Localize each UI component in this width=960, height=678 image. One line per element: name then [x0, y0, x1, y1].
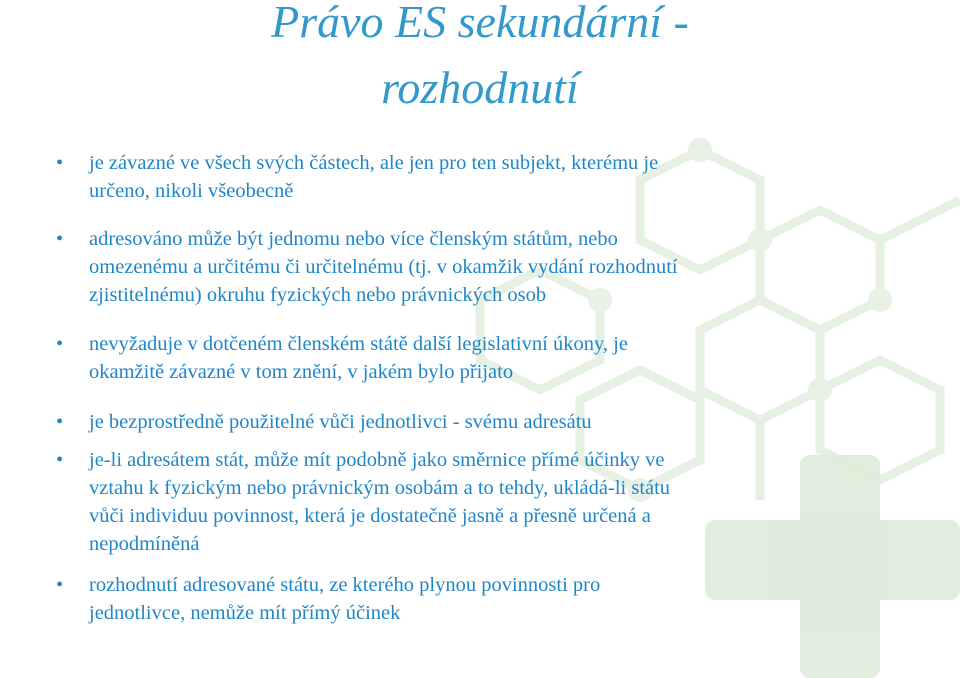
list-item — [56, 330, 926, 386]
list-item-line: zjistitelnému) okruhu fyzických nebo právnických osob — [89, 284, 547, 306]
list-item — [56, 225, 926, 309]
list-item-line: je bezprostředně použitelné vůči jednotlivci - svému adresátu — [89, 411, 592, 433]
bullet-icon: • — [56, 449, 64, 471]
list-item-line: vůči individuu povinnost, která je dostatečně jasně a přesně určená a — [89, 505, 651, 527]
list-item-line: jednotlivce, nemůže mít přímý účinek — [89, 602, 401, 624]
list-item — [56, 446, 926, 558]
bullet-icon: • — [56, 411, 64, 433]
bullet-icon: • — [56, 228, 64, 250]
list-item-line: okamžitě závazné v tom znění, v jakém bylo přijato — [89, 361, 514, 383]
bullet-list — [56, 149, 926, 627]
list-item-line: nevyžaduje v dotčeném členském státě další legislativní úkony, je — [89, 333, 628, 355]
list-item-line: nepodmíněná — [89, 533, 200, 555]
list-item-line: vztahu k fyzickým nebo právnickým osobám a to tehdy, ukládá-li státu — [89, 477, 671, 499]
list-item — [56, 408, 926, 436]
list-item-line: rozhodnutí adresované státu, ze kterého plynou povinnosti pro — [89, 574, 601, 596]
list-item — [56, 149, 926, 205]
bullet-icon: • — [56, 574, 64, 596]
list-item-line: je-li adresátem stát, může mít podobně jako směrnice přímé účinky ve — [89, 449, 665, 471]
bullet-icon: • — [56, 152, 64, 174]
list-item-line: omezenému a určitému či určitelnému (tj. v okamžik vydání rozhodnutí — [89, 256, 678, 278]
list-item-line: adresováno může být jednomu nebo více členským státům, nebo — [89, 228, 618, 250]
list-item-line: určeno, nikoli všeobecně — [89, 180, 294, 202]
title-line-1: Právo ES sekundární - — [271, 0, 689, 47]
bullet-icon: • — [56, 333, 64, 355]
list-item — [56, 571, 926, 627]
title-line-2: rozhodnutí — [381, 62, 579, 113]
list-item-line: je závazné ve všech svých částech, ale jen pro ten subjekt, kterému je — [89, 152, 659, 174]
